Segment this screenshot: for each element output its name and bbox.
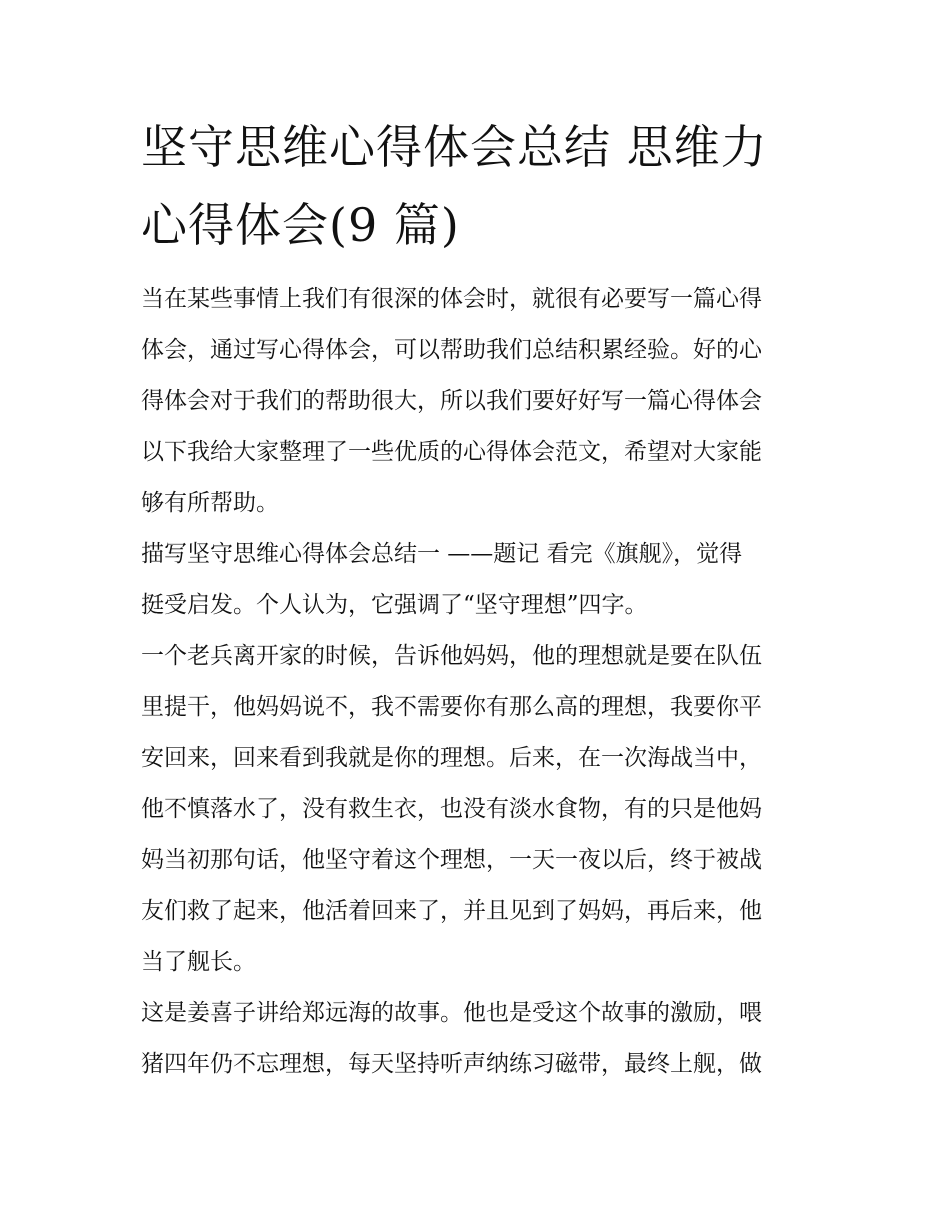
- document-title: [141, 108, 813, 264]
- text-line: 猪四年仍不忘理想，每天坚持听声纳练习磁带，最终上舰，做: [141, 1051, 762, 1077]
- text-line: 以下我给大家整理了一些优质的心得体会范文，希望对大家能: [141, 439, 762, 465]
- title-line: 心得体会(9 篇): [141, 198, 460, 252]
- text-line: 友们救了起来，他活着回来了，并且见到了妈妈，再后来，他: [141, 898, 762, 924]
- text-line: 里提干，他妈妈说不，我不需要你有那么高的理想，我要你平: [141, 694, 762, 720]
- text-line: 安回来，回来看到我就是你的理想。后来，在一次海战当中，: [141, 745, 762, 771]
- text-line: 当在某些事情上我们有很深的体会时，就很有必要写一篇心得: [141, 286, 762, 312]
- text-line: 当了舰长。: [141, 949, 256, 975]
- text-line: 体会，通过写心得体会，可以帮助我们总结积累经验。好的心: [141, 337, 762, 363]
- text-line: 挺受启发。个人认为，它强调了“坚守理想”四字。: [141, 592, 648, 618]
- text-line: 得体会对于我们的帮助很大，所以我们要好好写一篇心得体会: [141, 388, 762, 414]
- text-line: 描写坚守思维心得体会总结一 ——题记 看完《旗舰》，觉得: [141, 541, 743, 567]
- paragraph-continuation: [141, 988, 813, 1090]
- paragraph-epigraph: [141, 529, 813, 631]
- text-line: 这是姜喜子讲给郑远海的故事。他也是受这个故事的激励，喂: [141, 1000, 762, 1026]
- document-page: [141, 108, 813, 1090]
- text-line: 一个老兵离开家的时候，告诉他妈妈，他的理想就是要在队伍: [141, 643, 762, 669]
- text-line: 他不慎落水了，没有救生衣，也没有淡水食物，有的只是他妈: [141, 796, 762, 822]
- text-line: 够有所帮助。: [141, 490, 279, 516]
- title-line: 坚守思维心得体会总结 思维力: [141, 120, 768, 174]
- paragraph-story: [141, 631, 813, 988]
- text-line: 妈当初那句话，他坚守着这个理想，一天一夜以后，终于被战: [141, 847, 762, 873]
- paragraph-intro: [141, 274, 813, 529]
